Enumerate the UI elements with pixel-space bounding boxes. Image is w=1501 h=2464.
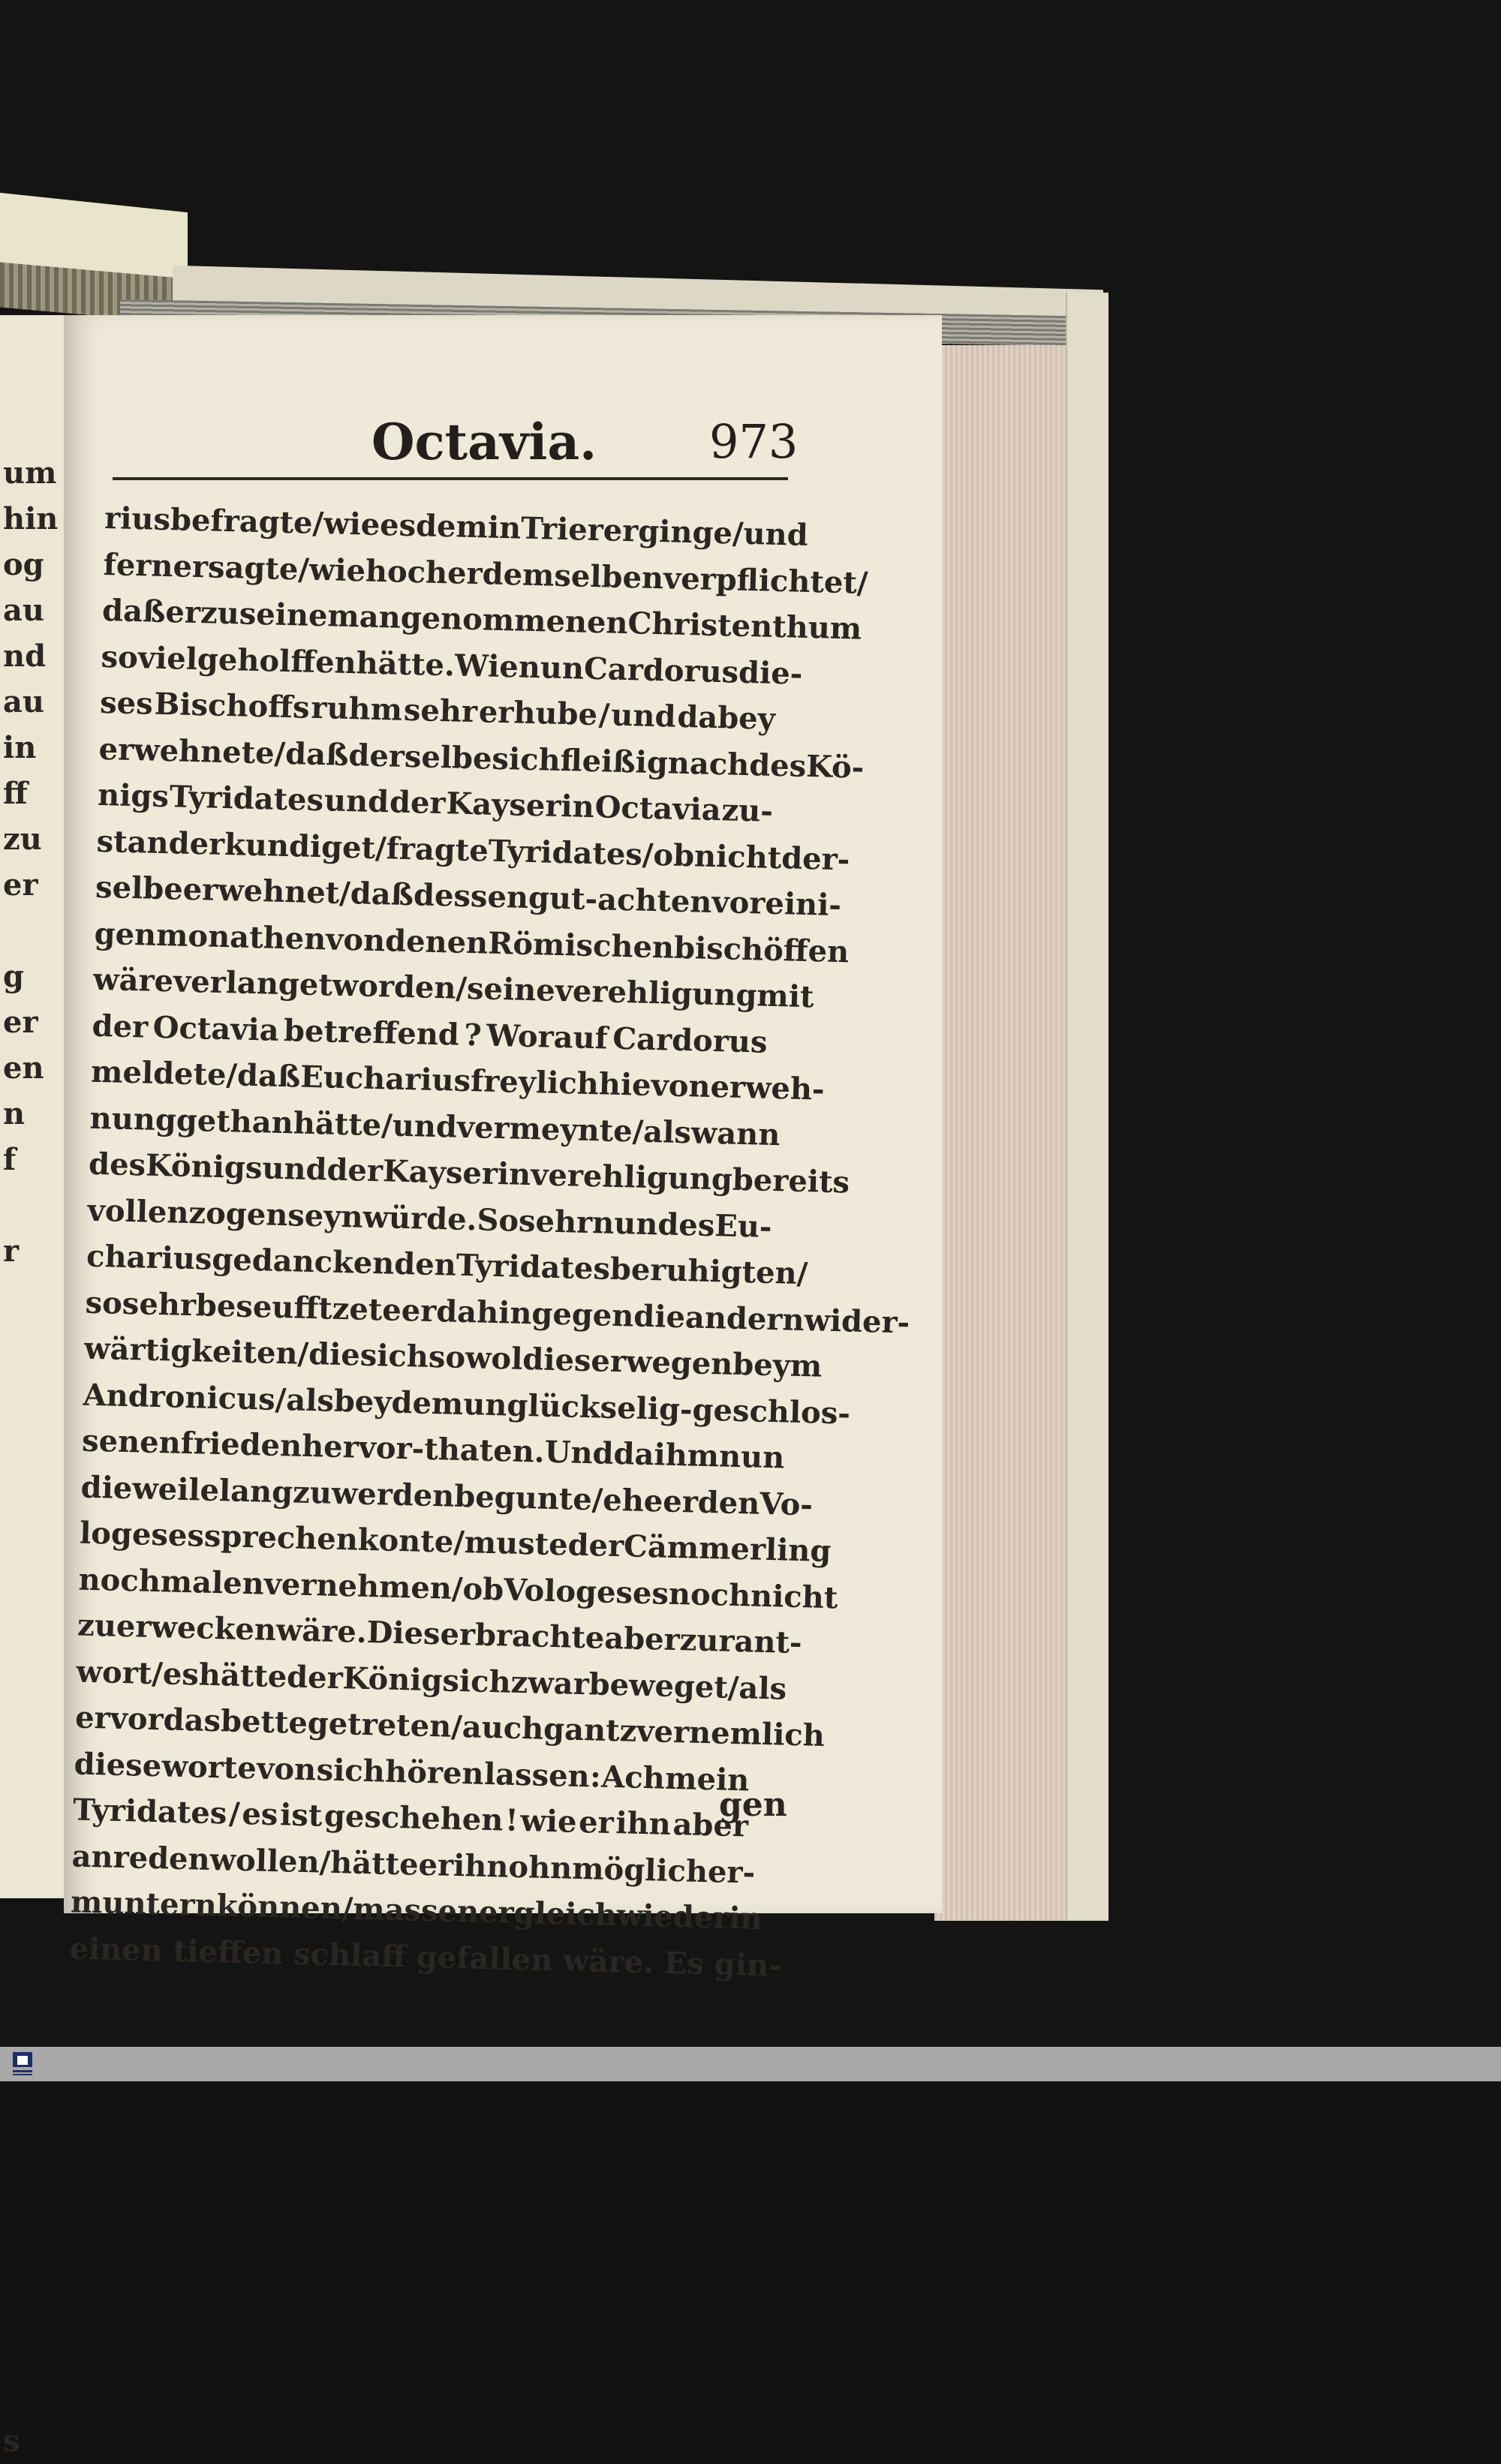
left-fragment: er	[3, 1005, 38, 1040]
left-fragment: au	[3, 593, 44, 628]
text-line: senen frieden hervor-thaten. Und da ihm nun	[81, 1423, 785, 1476]
text-line: wärtigkeiten / die sich so wol dieserwegen beym	[83, 1330, 823, 1384]
viewer-footer-bar	[0, 2047, 1501, 2081]
text-line: stand erkundiget / fragte Tyridates / ob nicht der-	[96, 823, 850, 877]
left-fragment: f	[3, 1142, 17, 1177]
left-fragment: in	[3, 730, 37, 765]
left-fragment: ff	[3, 776, 28, 811]
text-line: rius befragte / wie es dem in Trier erginge / und	[104, 500, 809, 553]
running-title: Octavia.	[371, 413, 597, 471]
left-fragment: og	[3, 547, 44, 582]
text-line: die weile lang zu werden begunte / ehe er den Vo-	[80, 1469, 814, 1522]
left-fragment	[3, 2235, 86, 2281]
text-line: zu erwecken wäre. Dieser brachte aber zur ant-	[77, 1607, 803, 1661]
left-fragment: um	[3, 455, 57, 491]
left-fragment: g	[3, 959, 24, 994]
fore-edge	[934, 345, 1069, 1921]
left-fragment: au	[3, 684, 44, 720]
page-number: 973	[709, 414, 799, 469]
text-line: anreden wollen / hätte er ihn ohnmöglich er-	[71, 1837, 756, 1891]
text-line: er vor das bette getreten / auch gantz vernemlich	[74, 1699, 826, 1753]
header-rule	[113, 477, 788, 480]
text-line: der Octavia betreffend ? Worauf Cardorus	[92, 1008, 769, 1060]
text-line: charius gedancken den Tyridates beruhigten /	[86, 1238, 808, 1292]
left-fragment: er	[3, 867, 38, 903]
left-fragment: hin	[3, 501, 59, 536]
text-line: logeses sprechen konte / muste der Cämmerling	[79, 1515, 832, 1570]
library-logo-icon	[11, 2050, 35, 2078]
text-line: des Königs und der Kayserin verehligung bereits	[88, 1146, 850, 1200]
cover-right-edge	[1066, 293, 1108, 1921]
left-fragment	[3, 2372, 86, 2418]
left-fragment	[3, 2327, 86, 2372]
body-text	[69, 495, 910, 1988]
text-line: so sehr beseufftzete er dahingegen die andern wider-	[85, 1285, 910, 1341]
text-line: so viel geholffen hätte. Wie nun Cardorus die-	[101, 639, 803, 692]
text-line: ses Bischoffs ruhm sehr erhube / und dabey	[99, 684, 776, 737]
text-line: wäre verlanget worden / seine verehligung mit	[92, 961, 815, 1015]
text-line: nochmalen vernehmen / ob Vologeses noch nicht	[78, 1561, 838, 1615]
text-line: Andronicus / als bey dem unglückselig-geschlos-	[83, 1377, 851, 1432]
text-line: gen monathen von denen Römischen bischöffen	[94, 915, 850, 969]
text-line: einen tieffen schlaff gefallen wäre. Es gin-	[69, 1930, 782, 1984]
text-line: nigs Tyridates und der Kayserin Octavia zu-	[97, 777, 774, 829]
text-line: daß er zu seinem angenommenen Christenthum	[101, 592, 862, 647]
page-header	[113, 413, 799, 488]
left-fragment	[3, 2144, 86, 2189]
text-line: selbe erwehnet / daß dessen gut-achten vor eini-	[95, 869, 842, 924]
text-line: diese worte von sich hören lassen : Ach mein	[74, 1746, 750, 1798]
left-fragment: s	[3, 2423, 20, 2459]
left-fragment: nd	[3, 639, 47, 674]
text-line: erwehnete / daß derselbe sich fleißig nach des Kö-	[98, 731, 865, 786]
left-fragment	[3, 2098, 86, 2144]
text-line: wort / es hätte der König sich zwar beweget / als	[76, 1654, 787, 1707]
left-fragment: r	[3, 1234, 20, 1269]
text-line: meldete / daß Eucharius freylich hievon erweh-	[90, 1053, 826, 1107]
left-fragment: zu	[3, 822, 42, 857]
catchword: gen	[719, 1786, 787, 1824]
text-line: Tyridates / es ist geschehen ! wie er ihn aber	[72, 1792, 749, 1844]
text-line: ferner sagte / wie hoch er demselben verpflichtet /	[103, 546, 869, 601]
left-fragment	[3, 2189, 86, 2235]
left-fragment	[3, 2281, 86, 2327]
text-line: muntern können / massen er gleich wieder in	[70, 1884, 763, 1937]
left-fragment: n	[3, 1096, 26, 1131]
text-line: vollenzogen seyn würde. So sehr nun des Eu-	[87, 1192, 773, 1245]
text-line: nung gethan hätte / und vermeynte / als wann	[89, 1100, 781, 1152]
left-fragment	[3, 2006, 86, 2052]
left-fragment: en	[3, 1050, 44, 1086]
